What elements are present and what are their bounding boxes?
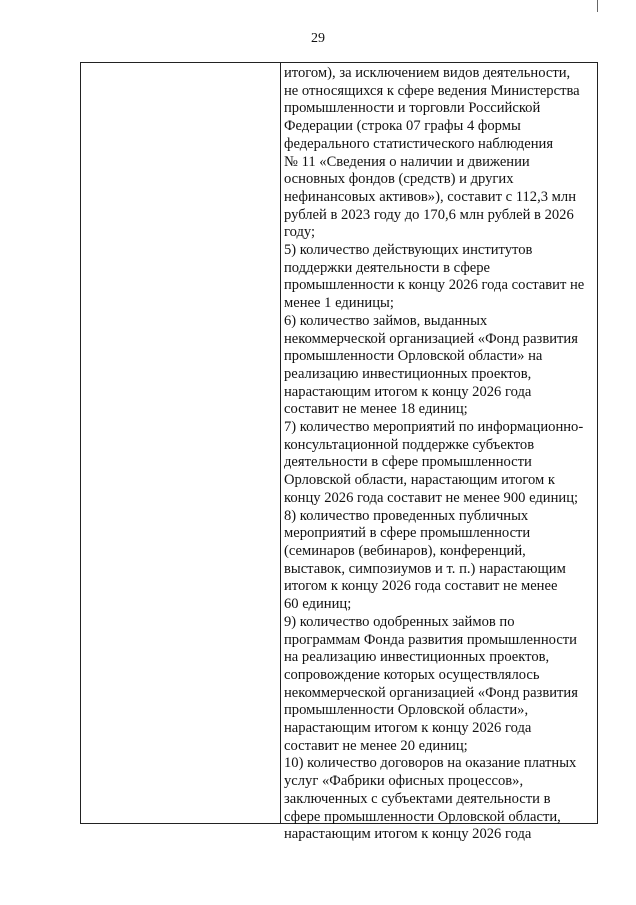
text-line: промышленности Орловской области», [284, 702, 529, 719]
text-line: не относящихся к сфере ведения Министерства [284, 82, 580, 99]
text-line: 7) количество мероприятий по информационно- [284, 419, 584, 436]
text-line: итогом), за исключением видов деятельности, [284, 65, 571, 81]
text-line: Орловской области, нарастающим итогом к [284, 472, 556, 489]
scan-mark [597, 0, 598, 12]
text-line: 6) количество займов, выданных [284, 312, 488, 329]
text-line: заключенных с субъектами деятельности в [284, 790, 551, 807]
text-line: 5) количество действующих институтов [284, 242, 533, 259]
text-line: 60 единиц; [284, 596, 352, 613]
text-line: выставок, симпозиумов и т. п.) нарастающим [284, 560, 566, 577]
text-line: составит не менее 18 единиц; [284, 401, 468, 418]
text-line: некоммерческой организацией «Фонд развития [284, 330, 578, 347]
text-line: нарастающим итогом к концу 2026 года [284, 826, 532, 843]
text-line: итогом к концу 2026 года составит не менее [284, 578, 558, 595]
text-line: нарастающим итогом к концу 2026 года [284, 383, 532, 400]
text-line: основных фондов (средств) и других [284, 171, 514, 188]
text-line: 9) количество одобренных займов по [284, 613, 515, 630]
text-line: № 11 «Сведения о наличии и движении [284, 153, 530, 170]
text-line: поддержки деятельности в сфере [284, 259, 491, 276]
column-divider [280, 63, 281, 823]
text-line: федерального статистического наблюдения [284, 135, 554, 152]
text-line: (семинаров (вебинаров), конференций, [284, 542, 526, 559]
text-line: промышленности к концу 2026 года составит не [284, 277, 585, 294]
document-table [80, 62, 598, 843]
page-number: 29 [311, 31, 325, 46]
text-line: некоммерческой организацией «Фонд развития [284, 684, 578, 701]
text-line: составит не менее 20 единиц; [284, 737, 468, 754]
text-line: сфере промышленности Орловской области, [284, 808, 561, 825]
text-line: услуг «Фабрики офисных процессов», [284, 773, 524, 790]
text-line: году; [284, 224, 316, 241]
table-left-cell [81, 63, 280, 823]
text-line: консультационной поддержке субъектов [284, 436, 535, 453]
text-line: 10) количество договоров на оказание платных [284, 755, 577, 772]
text-line: рублей в 2023 году до 170,6 млн рублей в 2026 [284, 206, 574, 223]
text-line: нефинансовых активов»), составит с 112,3 млн [284, 188, 577, 205]
text-line: на реализацию инвестиционных проектов, [284, 649, 550, 666]
table-right-cell [284, 65, 598, 844]
text-line: концу 2026 года составит не менее 900 единиц; [284, 489, 579, 506]
text-line: менее 1 единицы; [284, 295, 394, 312]
text-line: нарастающим итогом к концу 2026 года [284, 720, 532, 737]
text-line: деятельности в сфере промышленности [284, 454, 532, 471]
text-line: 8) количество проведенных публичных [284, 507, 529, 524]
text-line: промышленности Орловской области» на [284, 348, 543, 365]
text-line: реализацию инвестиционных проектов, [284, 365, 532, 382]
text-line: мероприятий в сфере промышленности [284, 525, 531, 542]
text-line: сопровождение которых осуществлялось [284, 666, 540, 683]
text-line: Федерации (строка 07 графы 4 формы [284, 118, 521, 135]
text-line: программам Фонда развития промышленности [284, 631, 577, 648]
text-line: промышленности и торговли Российской [284, 100, 541, 117]
